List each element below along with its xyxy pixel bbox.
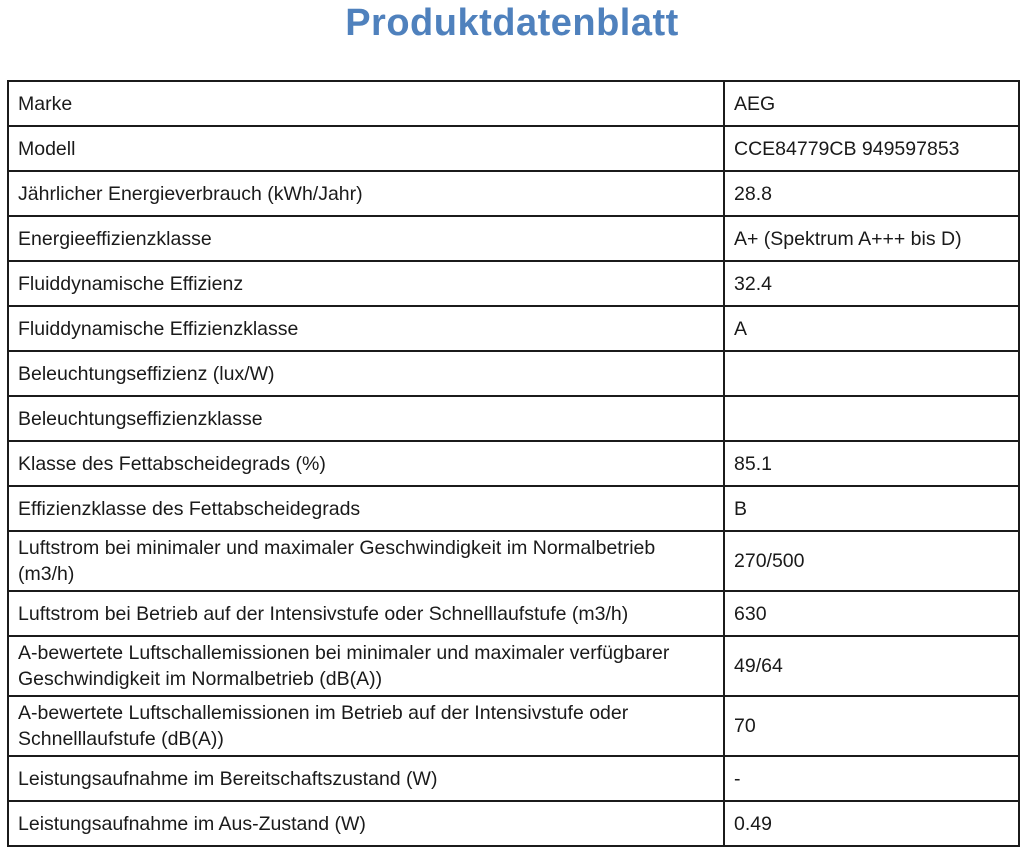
property-label-cell: Modell (8, 126, 724, 171)
property-value-cell: CCE84779CB 949597853 (724, 126, 1019, 171)
table-row (8, 126, 1019, 171)
table-body (8, 81, 1019, 846)
property-label-cell: Leistungsaufnahme im Aus-Zustand (W) (8, 801, 724, 846)
property-value-cell (724, 396, 1019, 441)
property-value-cell: 270/500 (724, 531, 1019, 591)
table-row (8, 351, 1019, 396)
table-row (8, 81, 1019, 126)
property-value-cell: AEG (724, 81, 1019, 126)
property-label-cell: Marke (8, 81, 724, 126)
property-label-cell: A-bewertete Luftschallemissionen bei minimaler und maximaler verfügbarer Geschwindigkeit im Normalbetrieb (dB(A)) (8, 636, 724, 696)
property-label-cell: Jährlicher Energieverbrauch (kWh/Jahr) (8, 171, 724, 216)
property-label-cell: Energieeffizienzklasse (8, 216, 724, 261)
property-value-cell: 85.1 (724, 441, 1019, 486)
property-value-cell: 0.49 (724, 801, 1019, 846)
table-row (8, 441, 1019, 486)
table-row (8, 486, 1019, 531)
property-label-cell: Beleuchtungseffizienz (lux/W) (8, 351, 724, 396)
table-row (8, 801, 1019, 846)
table-row (8, 696, 1019, 756)
table-row (8, 756, 1019, 801)
property-label-cell: Luftstrom bei Betrieb auf der Intensivstufe oder Schnelllaufstufe (m3/h) (8, 591, 724, 636)
property-value-cell: 630 (724, 591, 1019, 636)
table-row (8, 531, 1019, 591)
table-row (8, 636, 1019, 696)
property-value-cell: 70 (724, 696, 1019, 756)
table-row (8, 216, 1019, 261)
table-row (8, 171, 1019, 216)
product-data-table (7, 80, 1020, 847)
property-label-cell: A-bewertete Luftschallemissionen im Betrieb auf der Intensivstufe oder Schnelllaufstufe (dB(A)) (8, 696, 724, 756)
table-row (8, 396, 1019, 441)
property-value-cell: A+ (Spektrum A+++ bis D) (724, 216, 1019, 261)
property-value-cell: 49/64 (724, 636, 1019, 696)
property-label-cell: Leistungsaufnahme im Bereitschaftszustand (W) (8, 756, 724, 801)
property-value-cell: 32.4 (724, 261, 1019, 306)
table-row (8, 591, 1019, 636)
property-label-cell: Effizienzklasse des Fettabscheidegrads (8, 486, 724, 531)
page-title: Produktdatenblatt (345, 2, 679, 44)
property-value-cell: B (724, 486, 1019, 531)
property-label-cell: Fluiddynamische Effizienzklasse (8, 306, 724, 351)
table-row (8, 306, 1019, 351)
property-value-cell: 28.8 (724, 171, 1019, 216)
property-label-cell: Luftstrom bei minimaler und maximaler Geschwindigkeit im Normalbetrieb (m3/h) (8, 531, 724, 591)
property-value-cell: - (724, 756, 1019, 801)
property-value-cell: A (724, 306, 1019, 351)
table-row (8, 261, 1019, 306)
property-label-cell: Beleuchtungseffizienzklasse (8, 396, 724, 441)
property-label-cell: Fluiddynamische Effizienz (8, 261, 724, 306)
property-label-cell: Klasse des Fettabscheidegrads (%) (8, 441, 724, 486)
property-value-cell (724, 351, 1019, 396)
